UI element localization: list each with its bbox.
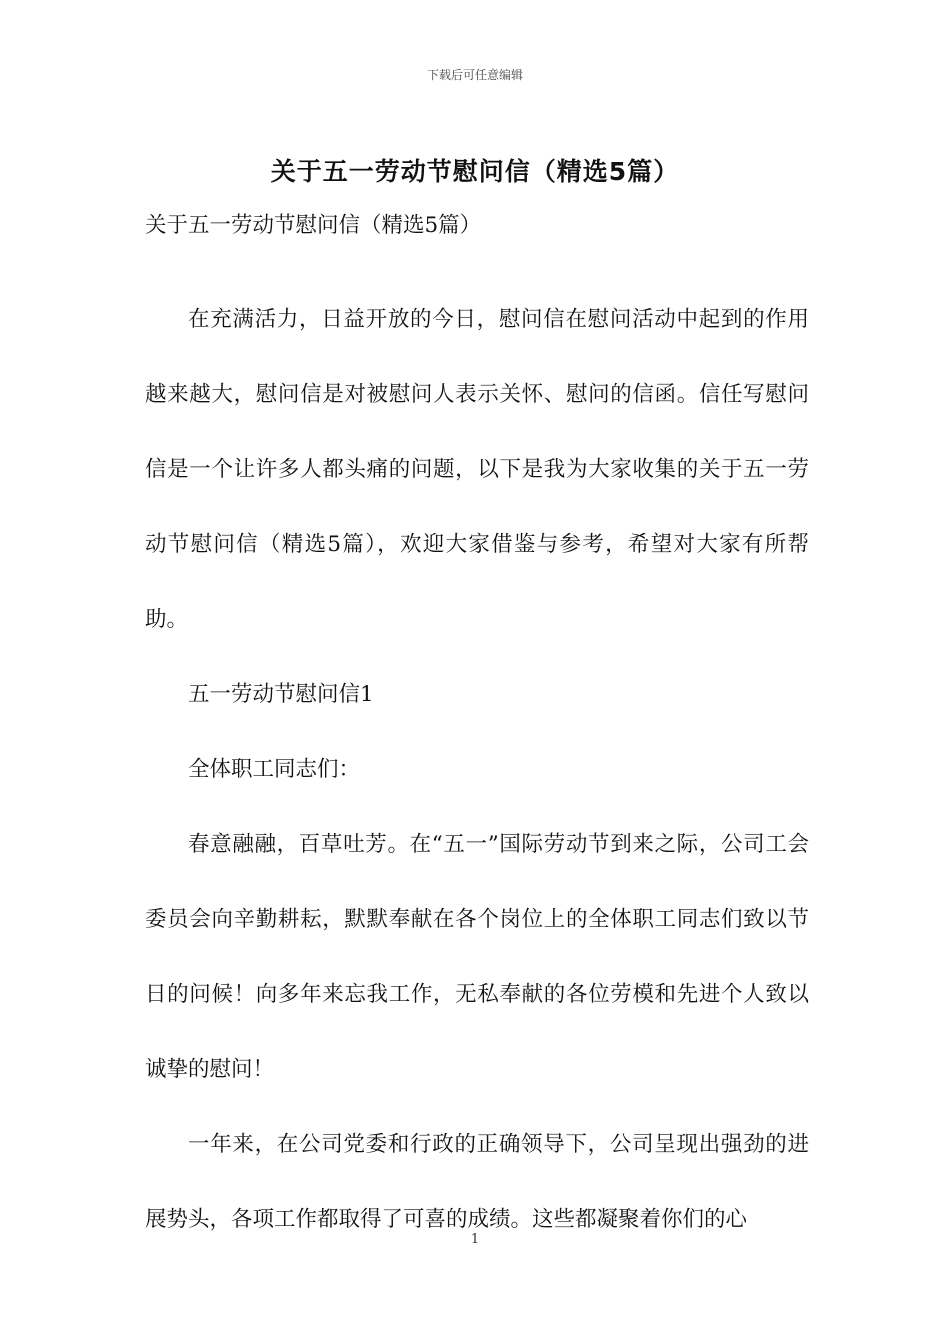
document-body bbox=[145, 206, 809, 1257]
page-number: 1 bbox=[470, 1232, 480, 1247]
intro-paragraph: 在充满活力，日益开放的今日，慰问信在慰问活动中起到的作用越来越大，慰问信是对被慰问人表示关怀、慰问的信函。信任写慰问信是一个让许多人都头痛的问题，以下是我为大家收集的关于五一劳动节慰问信（精选5篇），欢迎大家借鉴与参考，希望对大家有所帮助。 bbox=[145, 307, 809, 632]
letter-paragraph: 春意融融，百草吐芳。在“五一”国际劳动节到来之际，公司工会委员会向辛勤耕耘，默默奉献在各个岗位上的全体职工同志们致以节日的问候！向多年来忘我工作，无私奉献的各位劳模和先进个人致以诚挚的慰问！ bbox=[145, 832, 809, 1082]
document-subtitle: 关于五一劳动节慰问信（精选5篇） bbox=[145, 213, 482, 238]
letter-heading: 五一劳动节慰问信1 bbox=[188, 682, 374, 707]
header-note: 下载后可任意编辑 bbox=[426, 68, 523, 82]
letter-paragraph: 一年来，在公司党委和行政的正确领导下，公司呈现出强劲的进展势头，各项工作都取得了可喜的成绩。这些都凝聚着你们的心 bbox=[145, 1132, 809, 1232]
letter-salutation: 全体职工同志们： bbox=[188, 757, 361, 782]
document-title: 关于五一劳动节慰问信（精选5篇） bbox=[270, 157, 680, 186]
